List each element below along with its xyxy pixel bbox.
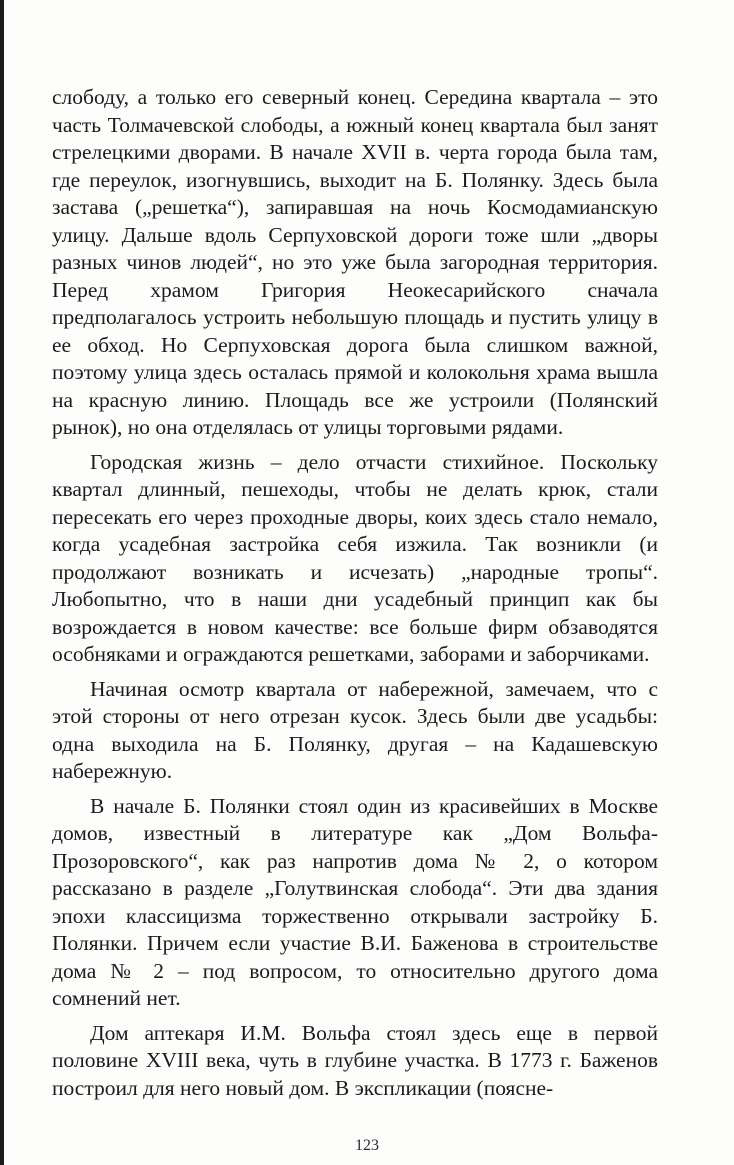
page-edge-shadow xyxy=(0,0,4,1165)
paragraph-4: В начале Б. Полянки стоял один из красивейших в Москве домов, известный в литературе как „Дом Вольфа-Прозоровского“, как раз напротив дома № 2, о котором рассказано в разделе „Голутвинская слобода“. Эти два здания эпохи классицизма торжественно открывали застройку Б. Полянки. Причем если участие В.И. Баженова в строительстве дома № 2 – под вопросом, то относительно другого дома сомнений нет. xyxy=(52,793,658,1010)
paragraph-3: Начиная осмотр квартала от набережной, замечаем, что с этой стороны от него отрезан кусок. Здесь были две усадьбы: одна выходила на Б. Полянку, другая – на Кадашевскую набережную. xyxy=(52,676,658,783)
paragraph-1: слободу, а только его северный конец. Середина квартала – это часть Толмачевской слободы, а южный конец квартала был занят стрелецкими дворами. В начале XVII в. черта города была там, где переулок, изогнувшись, выходит на Б. Полянку. Здесь была застава („решетка“), запиравшая на ночь Космодамианскую улицу. Дальше вдоль Серпуховской дороги тоже шли „дворы разных чинов людей“, но это уже была загородная территория. Перед храмом Григория Неокесарийского сначала предполагалось устроить небольшую площадь и пустить улицу в ее обход. Но Серпуховская дорога была слишком важной, поэтому улица здесь осталась прямой и колокольня храма вышла на красную линию. Площадь все же устроили (Полянский рынок), но она отделялась от улицы торговыми рядами. xyxy=(52,85,658,439)
paragraph-5: Дом аптекаря И.М. Вольфа стоял здесь еще в первой половине XVIII века, чуть в глубине участка. В 1773 г. Баженов построил для него новый дом. В экспликации (поясне- xyxy=(52,1020,658,1100)
page-number: 123 xyxy=(355,1137,379,1154)
paragraph-2: Городская жизнь – дело отчасти стихийное. Поскольку квартал длинный, пешеходы, чтобы не делать крюк, стали пересекать его через проходные дворы, коих здесь стало немало, когда усадебная застройка себя изжила. Так возникли (и продолжают возникать и исчезать) „народные тропы“. Любопытно, что в наши дни усадебный принцип как бы возрождается в новом качестве: все больше фирм обзаводятся особняками и ограждаются решетками, заборами и заборчиками. xyxy=(52,449,658,666)
body-text xyxy=(52,84,658,1102)
